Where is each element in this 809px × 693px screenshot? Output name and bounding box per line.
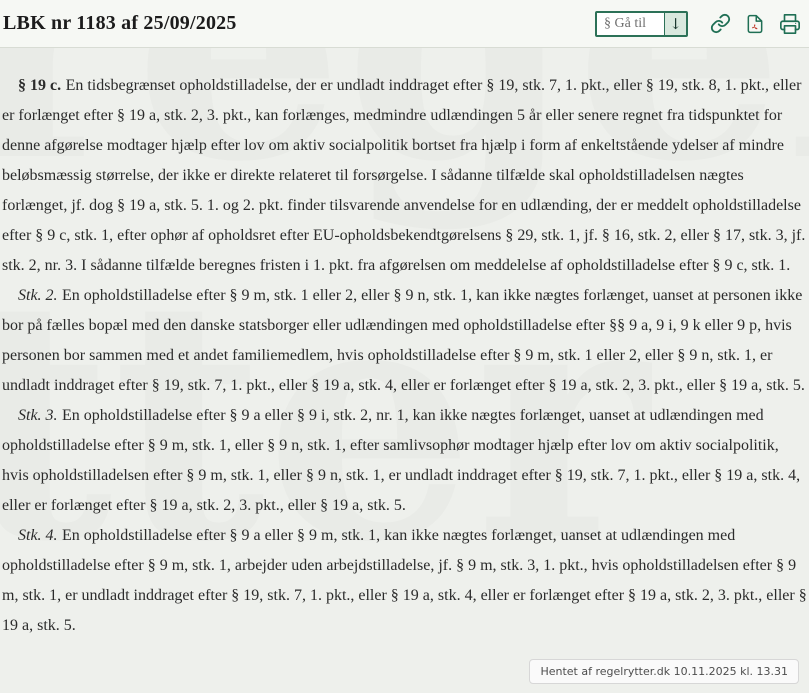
paragraph-lead: Stk. 2. xyxy=(18,287,58,304)
link-icon[interactable] xyxy=(709,12,731,36)
paragraph-lead: Stk. 3. xyxy=(18,407,58,424)
print-icon[interactable] xyxy=(779,12,801,36)
paragraph-lead: Stk. 4. xyxy=(18,527,58,544)
document-body xyxy=(0,48,809,641)
paragraph-stk4 xyxy=(2,521,807,641)
header-controls xyxy=(595,11,801,37)
paragraph-text: En opholdstilladelse efter § 9 a eller § 9 i, stk. 2, nr. 1, kan ikke nægtes forlænget, uanset at udlændingen med opholdstilladelse efter § 9 m, stk. 1, eller § 9 n, stk. 1, efter samlivsophør modtager hjælp efter lov om aktiv socialpolitik, hvis opholdstilladelsen efter § 9 m, stk. 1, eller § 9 n, stk. 1, er undladt inddraget efter § 19, stk. 7, 1. pkt., eller § 19 a, stk. 4, eller er forlænget efter § 19 a, stk. 2, 3. pkt., eller § 19 a, stk. 5. xyxy=(2,407,801,514)
paragraph-stk3 xyxy=(2,401,807,521)
page-title: LBK nr 1183 af 25/09/2025 xyxy=(3,12,237,34)
paragraph-text: En opholdstilladelse efter § 9 a eller § 9 m, stk. 1, kan ikke nægtes forlænget, uanset at udlændingen med opholdstilladelse efter § 9 m, stk. 1, arbejder uden arbejdstilladelse, jf. § 9 m, stk. 3, 1. pkt., hvis opholdstilladelsen efter § 9 m, stk. 1, er undladt inddraget efter § 19, stk. 7, 1. pkt., eller § 19 a, stk. 4, eller er forlænget efter § 19 a, stk. 2, 3. pkt., eller § 19 a, stk. 5. xyxy=(2,527,807,634)
paragraph-19c xyxy=(2,71,807,281)
paragraph-text: En tidsbegrænset opholdstilladelse, der er undladt inddraget efter § 19, stk. 7, 1. pkt., eller § 19, stk. 8, 1. pkt., eller er forlænget efter § 19 a, stk. 2, 3. pkt., kan forlænges, medmindre udlændingen 5 år eller senere regnet fra tidspunktet for denne afgørelse modtager hjælp efter lov om aktiv socialpolitik bortset fra hjælp i form af enkeltstående ydelser af mindre beløbsmæssig størrelse, der ikke er direkte relateret til forsørgelse. I sådanne tilfælde skal opholdstilladelsen nægtes forlænget, jf. dog § 19 a, stk. 5. 1. og 2. pkt. finder tilsvarende anvendelse for en udlænding, der er meddelt opholdstilladelse efter § 9 c, stk. 1, efter ophør af opholdsret efter EU-opholdsbekendtgørelsens § 29, stk. 1, jf. § 16, stk. 2, eller § 17, stk. 3, jf. stk. 2, nr. 3. I sådanne tilfælde beregnes fristen i 1. pkt. fra afgørelsen om meddelelse af opholdstilladelse efter § 9 c, stk. 1. xyxy=(2,77,806,274)
goto-input[interactable] xyxy=(597,13,664,35)
down-arrow-icon: ↓ xyxy=(669,15,682,33)
retrieval-stamp: Hentet af regelrytter.dk 10.11.2025 kl. 13.31 xyxy=(529,659,799,684)
goto-submit-button[interactable] xyxy=(664,13,686,35)
pdf-icon[interactable] xyxy=(744,12,766,36)
paragraph-text: En opholdstilladelse efter § 9 m, stk. 1 eller 2, eller § 9 n, stk. 1, kan ikke nægtes forlænget, uanset at personen ikke bor på fælles bopæl med den danske statsborger eller udlændingen med opholdstilladelse efter §§ 9 a, 9 i, 9 k eller 9 p, hvis personen bor sammen med et andet familiemedlem, hvis opholdstilladelse efter § 9 m, stk. 1 eller 2, eller § 9 n, stk. 1, er undladt inddraget efter § 19, stk. 7, 1. pkt., eller § 19 a, stk. 4, eller er forlænget efter § 19 a, stk. 2, 3. pkt., eller § 19 a, stk. 5. xyxy=(2,287,805,394)
paragraph-stk2 xyxy=(2,281,807,401)
goto-paragraph-control xyxy=(595,11,688,37)
paragraph-lead: § 19 c. xyxy=(18,77,62,94)
header xyxy=(0,0,809,48)
